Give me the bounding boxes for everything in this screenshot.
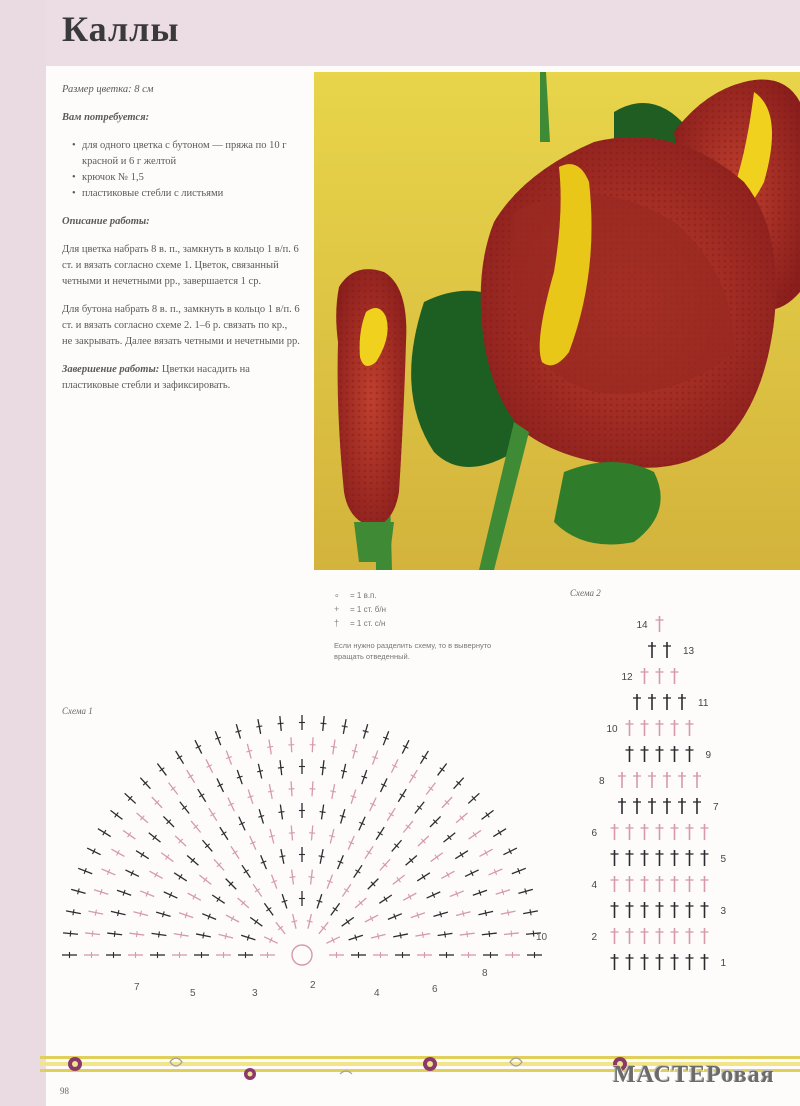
stitch-crossbar <box>467 931 468 937</box>
stitch-crossbar <box>291 921 297 922</box>
legend-row <box>334 602 534 616</box>
stitch-crossbar <box>118 910 119 916</box>
row-number: 6 <box>591 828 598 839</box>
stitch-crossbar <box>290 877 296 878</box>
legend-label: = 1 ст. с/н <box>350 618 386 628</box>
stitch-crossbar <box>278 723 284 724</box>
scheme2-label: Схема 2 <box>570 588 601 598</box>
stitch-crossbar <box>341 771 347 772</box>
stitch-crossbar <box>378 933 379 939</box>
stitch-crossbar <box>400 932 401 938</box>
stitch-crossbar <box>342 726 348 727</box>
stitch-crossbar <box>473 832 476 837</box>
stitch-crossbar <box>307 921 313 922</box>
stitch-crossbar <box>256 726 262 727</box>
stitch-crossbar <box>308 877 314 878</box>
stitch-crossbar <box>533 931 534 937</box>
stitch-crossbar <box>268 791 274 792</box>
legend-symbol: + <box>334 604 340 614</box>
materials-list <box>62 138 300 202</box>
stitch-crossbar <box>225 933 226 939</box>
stitch-crossbar <box>445 931 446 937</box>
row-number: 8 <box>482 968 488 979</box>
legend-symbol: † <box>334 618 340 628</box>
stitch-crossbar <box>331 746 337 747</box>
stitch-crossbar <box>320 723 326 724</box>
stitch-crossbar <box>330 791 336 792</box>
row-number: 8 <box>599 776 605 787</box>
stitch-crossbar <box>257 771 263 772</box>
row-number: 2 <box>310 980 316 991</box>
row-number: 10 <box>606 724 618 735</box>
assembly-paragraph <box>62 362 300 394</box>
stitch-crossbar <box>352 750 358 752</box>
stitch-crossbar <box>128 832 131 837</box>
flower-ornament <box>244 1068 256 1080</box>
row-number: 12 <box>621 672 633 683</box>
scheme1-label: Схема 1 <box>62 706 93 716</box>
row-number: 3 <box>720 906 727 917</box>
description-bud: Для бутона набрать 8 в. п., замкнуть в кольцо 1 в/п. 6 ст. и вязать согласно схеме 2. 1–6 р. связать по кр., не закрывать. Далее вязать четными и нечетными рр. <box>62 304 300 347</box>
list-item: • для одного цветка с бутоном — пряжа по 10 г красной и 6 г желтой <box>74 138 300 170</box>
row-number: 7 <box>134 982 140 993</box>
page-number: 98 <box>60 1086 69 1096</box>
row-number: 2 <box>591 932 598 943</box>
stitch-crossbar <box>422 932 423 938</box>
row-number: 14 <box>636 620 648 631</box>
watermark: МАСТЕРовая <box>613 1062 775 1088</box>
assembly-text: Цветки насадить на пластиковые стебли и зафиксировать. <box>62 364 250 391</box>
calla-photo <box>314 72 800 570</box>
size-line: Размер цветка: 8 см <box>62 84 154 95</box>
description-flower: Для цветка набрать 8 в. п., замкнуть в кольцо 1 в/п. 6 ст. и вязать согласно схеме 1. Цветок, связанный четными и нечетными рр., завершается 1 ср. <box>62 244 299 287</box>
center-ring <box>292 945 312 965</box>
instructions-column <box>62 82 300 406</box>
stitch-crossbar <box>319 856 325 857</box>
stitch-crossbar <box>136 931 137 937</box>
row-number: 6 <box>432 984 438 995</box>
row-number: 7 <box>713 802 719 813</box>
legend-label: = 1 ст. б/н <box>350 604 387 614</box>
stitch-crossbar <box>278 812 284 813</box>
row-number: 10 <box>536 932 548 943</box>
legend-row <box>334 616 534 630</box>
page-title: Каллы <box>62 9 180 49</box>
left-margin-band <box>0 0 46 1106</box>
stitch-crossbar <box>159 931 160 937</box>
list-item: • крючок № 1,5 <box>74 170 300 186</box>
assembly-heading: Завершение работы: <box>62 364 160 375</box>
stitch-crossbar <box>344 889 349 892</box>
row-number: 1 <box>720 958 727 969</box>
legend-row <box>334 588 534 602</box>
scheme1-diagram <box>52 700 562 1010</box>
stitch-crossbar <box>255 889 260 892</box>
stitch-crossbar <box>203 932 204 938</box>
stitch-crossbar <box>320 767 326 768</box>
stitch-crossbar <box>70 931 71 937</box>
legend-symbol: ∘ <box>334 589 340 600</box>
stitch-crossbar <box>485 910 486 916</box>
materials-heading: Вам потребуется: <box>62 112 150 123</box>
row-number: 11 <box>698 698 709 709</box>
row-number: 13 <box>683 646 695 657</box>
stitch-crossbar <box>246 750 252 752</box>
stitch-crossbar <box>95 910 96 916</box>
stitch-crossbar <box>181 932 182 938</box>
stitch-crossbar <box>73 909 74 915</box>
stitch-crossbar <box>320 812 326 813</box>
stitch-crossbar <box>140 911 141 917</box>
stitch-crossbar <box>92 931 93 937</box>
stitch-crossbar <box>329 836 335 837</box>
stitch-crossbar <box>279 856 285 857</box>
legend-label: = 1 в.п. <box>350 590 377 600</box>
stitch-crossbar <box>511 931 512 937</box>
stitch-crossbar <box>489 931 490 937</box>
scheme2-diagram <box>560 600 800 985</box>
list-item: • пластиковые стебли с листьями <box>74 186 300 202</box>
row-number: 5 <box>190 988 196 999</box>
description-heading: Описание работы: <box>62 216 150 227</box>
stitch-crossbar <box>114 931 115 937</box>
legend-note: Если нужно разделить схему, то в вывернуто вращать отведенный. <box>334 641 492 661</box>
flower-ornament <box>68 1057 82 1071</box>
row-number: 3 <box>252 988 258 999</box>
legend <box>334 588 534 662</box>
row-number: 4 <box>374 988 380 999</box>
stitch-crossbar <box>463 911 464 917</box>
row-number: 4 <box>591 880 598 891</box>
stitch-crossbar <box>530 909 531 915</box>
stitch-crossbar <box>508 910 509 916</box>
row-number: 5 <box>720 854 727 865</box>
stitch-crossbar <box>269 836 275 837</box>
row-number: 9 <box>705 750 712 761</box>
stitch-crossbar <box>267 746 273 747</box>
flower-ornament <box>423 1057 437 1071</box>
stitch-crossbar <box>278 767 284 768</box>
